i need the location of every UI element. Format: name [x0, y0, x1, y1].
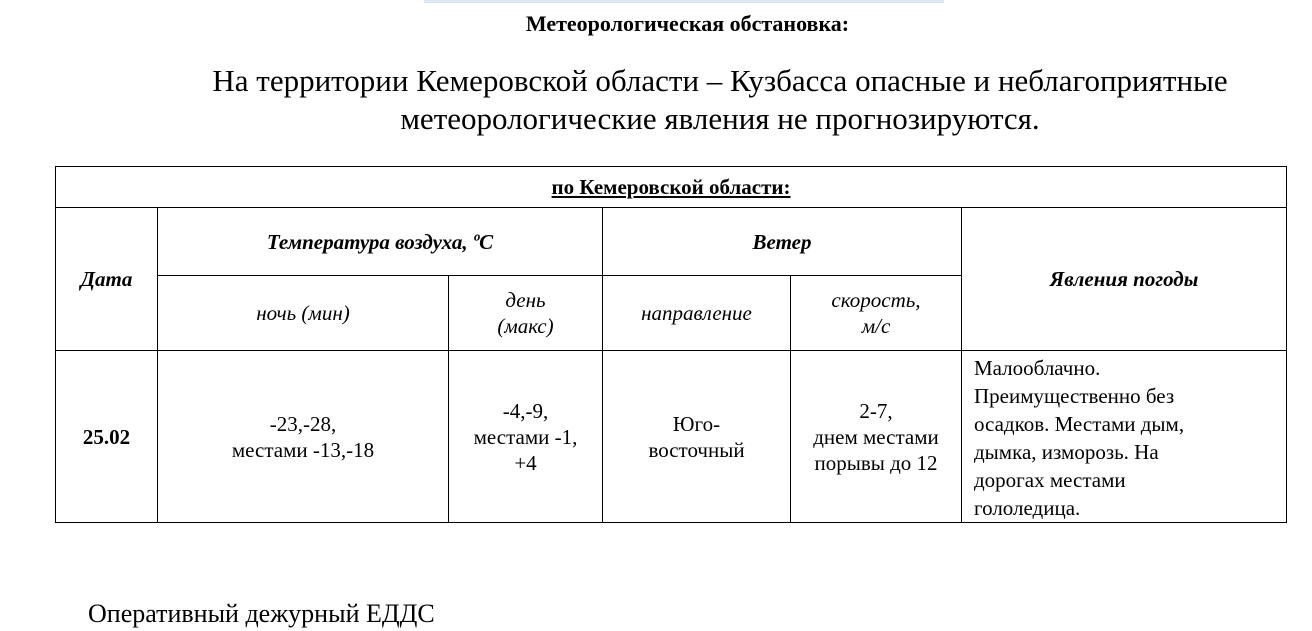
wind-direction-line-1: Юго- [672, 411, 721, 436]
cell-wind-speed [791, 351, 962, 523]
wind-speed-line-1: 2-7, [859, 398, 893, 423]
header-row-main [56, 208, 1287, 276]
cell-wind-direction [603, 351, 791, 523]
phenomena-line: Преимущественно без [974, 384, 1175, 408]
phenomena-line: дымка, изморозь. На [974, 440, 1159, 464]
top-decorative-strip [424, 0, 944, 3]
header-temperature: Температура воздуха, ºС [158, 208, 603, 276]
region-title: по Кемеровской области: [56, 167, 1287, 208]
cell-night-temperature [158, 351, 449, 523]
header-wind-speed [791, 276, 962, 351]
table-row [56, 351, 1287, 523]
phenomena-line: гололедица. [974, 496, 1081, 520]
night-temp-line-2: местами -13,-18 [231, 437, 375, 462]
cell-weather-phenomena [962, 351, 1287, 523]
wind-speed-line-3: порывы до 12 [814, 450, 938, 475]
wind-direction-line-2: восточный [648, 437, 745, 462]
cell-day-temperature [449, 351, 603, 523]
section-heading: Метеорологическая обстановка: [525, 11, 850, 36]
weather-forecast-table [55, 166, 1287, 523]
phenomena-line: дорогах местами [974, 468, 1126, 492]
header-day-max-line-1: день [505, 288, 546, 312]
header-weather-phenomena: Явления погоды [962, 208, 1287, 351]
day-temp-line-2: местами -1, [473, 424, 578, 449]
header-wind-direction: направление [603, 276, 791, 351]
forecast-line-2: метеорологические явления не прогнозируются. [400, 101, 1040, 136]
header-wind-speed-line-2: м/с [861, 314, 891, 338]
header-day-max-line-2: (макс) [497, 314, 554, 338]
forecast-statement [150, 62, 1290, 138]
header-date: Дата [56, 208, 158, 351]
forecast-line-1: На территории Кемеровской области – Кузбасса опасные и неблагоприятные [212, 63, 1228, 98]
header-wind-speed-line-1: скорость, [831, 288, 921, 312]
night-temp-line-1: -23,-28, [269, 411, 337, 436]
phenomena-line: Малооблачно. [974, 356, 1101, 380]
header-wind: Ветер [603, 208, 962, 276]
cell-date: 25.02 [56, 351, 158, 523]
phenomena-line: осадков. Местами дым, [974, 412, 1185, 436]
day-temp-line-3: +4 [514, 450, 537, 475]
header-day-max [449, 276, 603, 351]
header-night-min: ночь (мин) [158, 276, 449, 351]
table-title-row [56, 167, 1287, 208]
wind-speed-line-2: днем местами [813, 424, 939, 449]
day-temp-line-1: -4,-9, [502, 398, 549, 423]
duty-officer-signature-line: Оперативный дежурный ЕДДС [88, 599, 435, 628]
